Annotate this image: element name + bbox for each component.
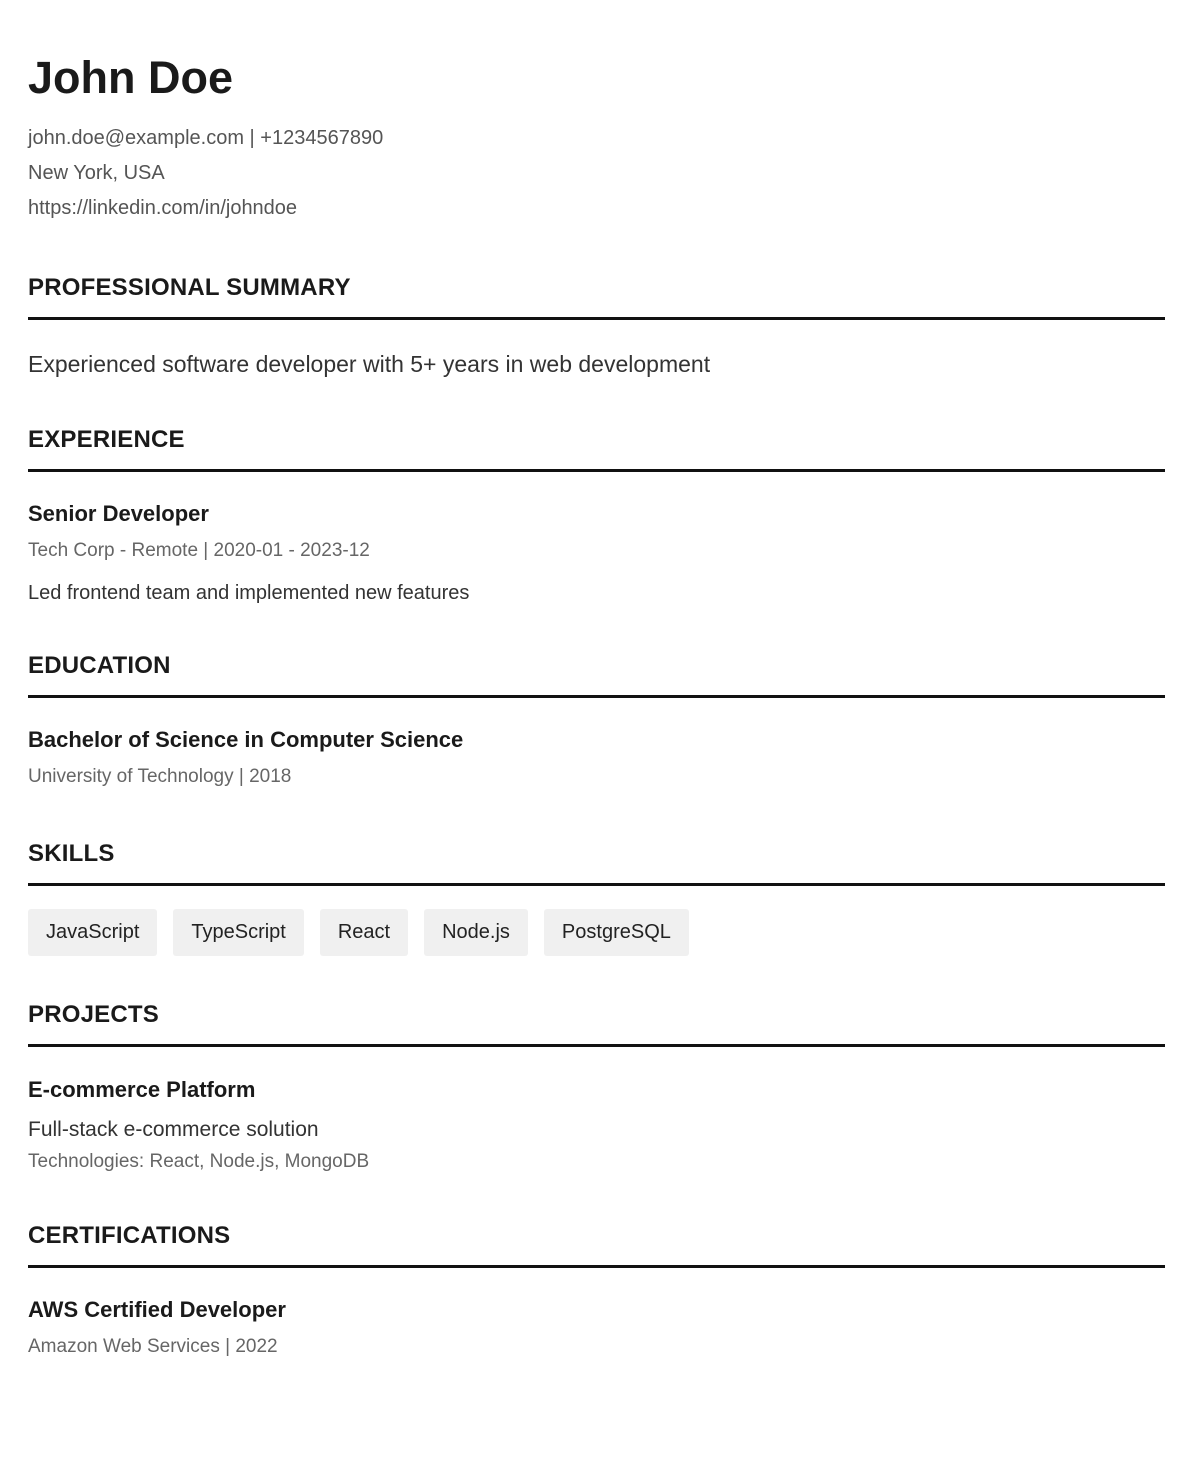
- education-item: [28, 726, 1165, 789]
- section-divider: [28, 469, 1165, 472]
- section-divider: [28, 1044, 1165, 1047]
- experience-section: [28, 425, 1165, 606]
- certification-item: [28, 1296, 1165, 1359]
- skill-tag: TypeScript: [173, 909, 303, 956]
- location-text: New York, USA: [28, 162, 165, 184]
- project-technologies: Technologies: React, Node.js, MongoDB: [28, 1151, 370, 1172]
- job-meta: Tech Corp - Remote | 2020-01 - 2023-12: [28, 540, 370, 561]
- skills-list: [28, 909, 1165, 956]
- summary-section: [28, 273, 1165, 380]
- experience-heading: EXPERIENCE: [28, 426, 185, 453]
- education-section: [28, 651, 1165, 789]
- summary-heading: PROFESSIONAL SUMMARY: [28, 274, 351, 301]
- section-divider: [28, 695, 1165, 698]
- education-heading: EDUCATION: [28, 652, 171, 679]
- project-name: E-commerce Platform: [28, 1077, 256, 1102]
- certifications-section: [28, 1221, 1165, 1359]
- linkedin-link[interactable]: https://linkedin.com/in/johndoe: [28, 197, 298, 219]
- skill-tag: PostgreSQL: [544, 909, 689, 956]
- job-title: Senior Developer: [28, 501, 209, 526]
- certification-name: AWS Certified Developer: [28, 1297, 286, 1322]
- projects-section: [28, 1000, 1165, 1174]
- skill-tag: JavaScript: [28, 909, 157, 956]
- experience-item: [28, 500, 1165, 606]
- contact-info: [28, 121, 1165, 226]
- projects-heading: PROJECTS: [28, 1001, 159, 1028]
- candidate-name: John Doe: [28, 52, 234, 103]
- skill-tag: React: [320, 909, 408, 956]
- section-divider: [28, 317, 1165, 320]
- section-divider: [28, 1265, 1165, 1268]
- skills-heading: SKILLS: [28, 840, 115, 867]
- section-divider: [28, 883, 1165, 886]
- project-item: [28, 1076, 1165, 1174]
- certifications-heading: CERTIFICATIONS: [28, 1222, 231, 1249]
- project-description: Full-stack e-commerce solution: [28, 1118, 319, 1141]
- degree-meta: University of Technology | 2018: [28, 766, 292, 787]
- summary-text: Experienced software developer with 5+ years in web development: [28, 351, 711, 377]
- email-phone-text: john.doe@example.com | +1234567890: [28, 127, 384, 149]
- skill-tag: Node.js: [424, 909, 528, 956]
- degree-title: Bachelor of Science in Computer Science: [28, 727, 464, 752]
- skills-section: [28, 839, 1165, 956]
- certification-meta: Amazon Web Services | 2022: [28, 1336, 278, 1357]
- job-description: Led frontend team and implemented new features: [28, 582, 470, 604]
